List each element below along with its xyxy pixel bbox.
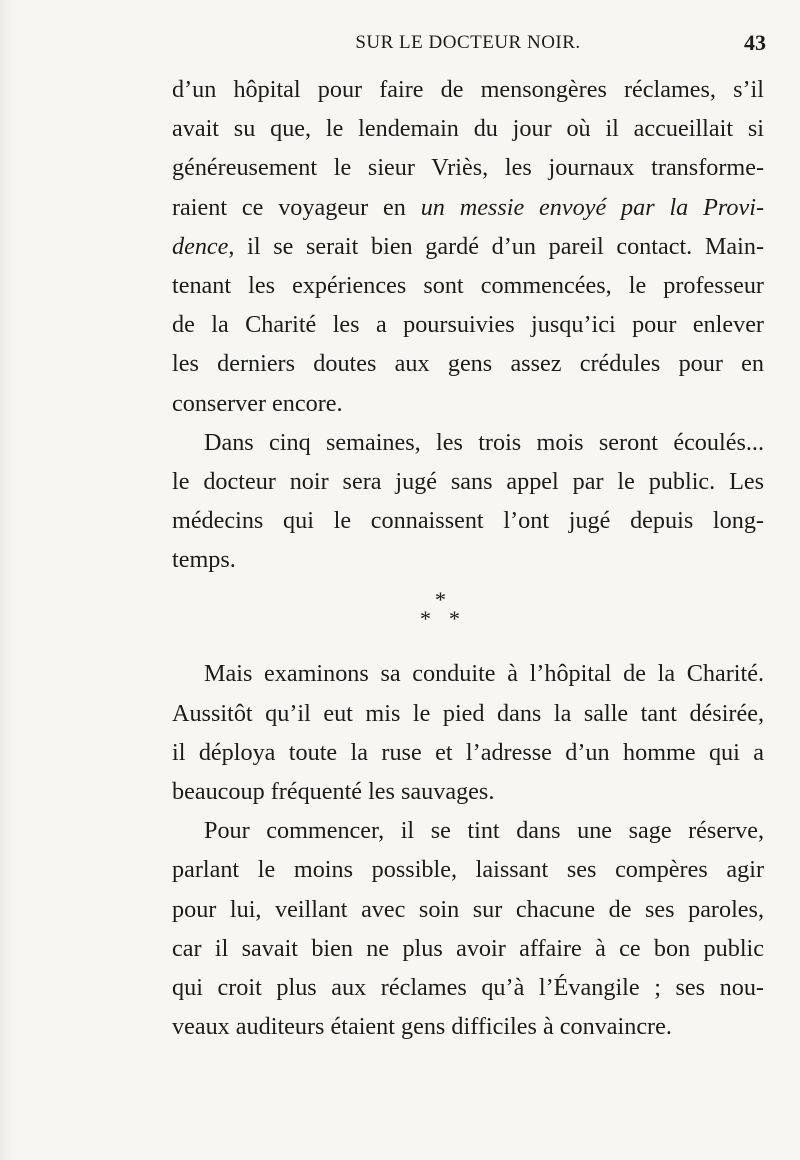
page-header — [172, 30, 764, 58]
text-line: Dans cinq semaines, les trois mois seront écoulés... — [204, 428, 764, 456]
text-line: d’un hôpital pour faire de mensongères réclames, s’il — [172, 76, 764, 103]
paragraph — [172, 423, 764, 580]
body-text — [172, 70, 764, 1046]
text-line: avait su que, le lendemain du jour où il accueillait si — [172, 115, 764, 143]
italic-text-segment: un messie envoyé par la Provi- — [420, 193, 764, 221]
text-line: le docteur noir sera jugé sans appel par le public. Les — [172, 467, 764, 495]
text-line: les derniers doutes aux gens assez crédules pour en — [172, 350, 764, 378]
text-line: conserver encore. — [172, 389, 343, 417]
text-line: veaux auditeurs étaient gens difficiles à convaincre. — [172, 1013, 672, 1041]
text-line: Aussitôt qu’il eut mis le pied dans la salle tant désirée, — [172, 699, 764, 727]
text-line: car il savait bien ne plus avoir affaire à ce bon public — [172, 934, 764, 962]
section-break-asterism — [172, 579, 764, 654]
running-head: SUR LE DOCTEUR NOIR. — [355, 32, 581, 53]
text-line: temps. — [172, 546, 236, 574]
asterisk: * — [420, 606, 431, 632]
asterisk: * — [449, 606, 460, 632]
text-line — [172, 227, 764, 266]
text-line: de la Charité les a poursuivies jusqu’ici pour enlever — [172, 311, 764, 339]
text-segment: , il se serait bien gardé d’un pareil contact. Main- — [228, 232, 764, 260]
paragraph — [172, 654, 764, 811]
paragraph — [172, 70, 764, 423]
text-line: beaucoup fréquenté les sauvages. — [172, 778, 495, 805]
page-number: 43 — [744, 30, 766, 55]
text-line: parlant le moins possible, laissant ses compères agir — [172, 856, 764, 884]
text-line — [172, 188, 764, 227]
text-line: Pour commencer, il se tint dans une sage réserve, — [204, 817, 764, 845]
text-line: il déploya toute la ruse et l’adresse d’un homme qui a — [172, 738, 764, 766]
asterisk: * — [435, 587, 446, 613]
text-line: généreusement le sieur Vriès, les journaux transforme- — [172, 154, 764, 182]
text-segment: raient ce voyageur en — [172, 193, 421, 221]
text-line: pour lui, veillant avec soin sur chacune de ses paroles, — [172, 895, 764, 923]
text-line: tenant les expériences sont commencées, le professeur — [172, 271, 764, 299]
text-line: Mais examinons sa conduite à l’hôpital de la Charité. — [204, 660, 764, 688]
paragraph — [172, 811, 764, 1046]
text-line: médecins qui le connaissent l’ont jugé depuis long- — [172, 507, 764, 535]
italic-text-segment: dence — [172, 232, 229, 260]
text-line: qui croit plus aux réclames qu’à l’Évangile ; ses nou- — [172, 973, 764, 1001]
